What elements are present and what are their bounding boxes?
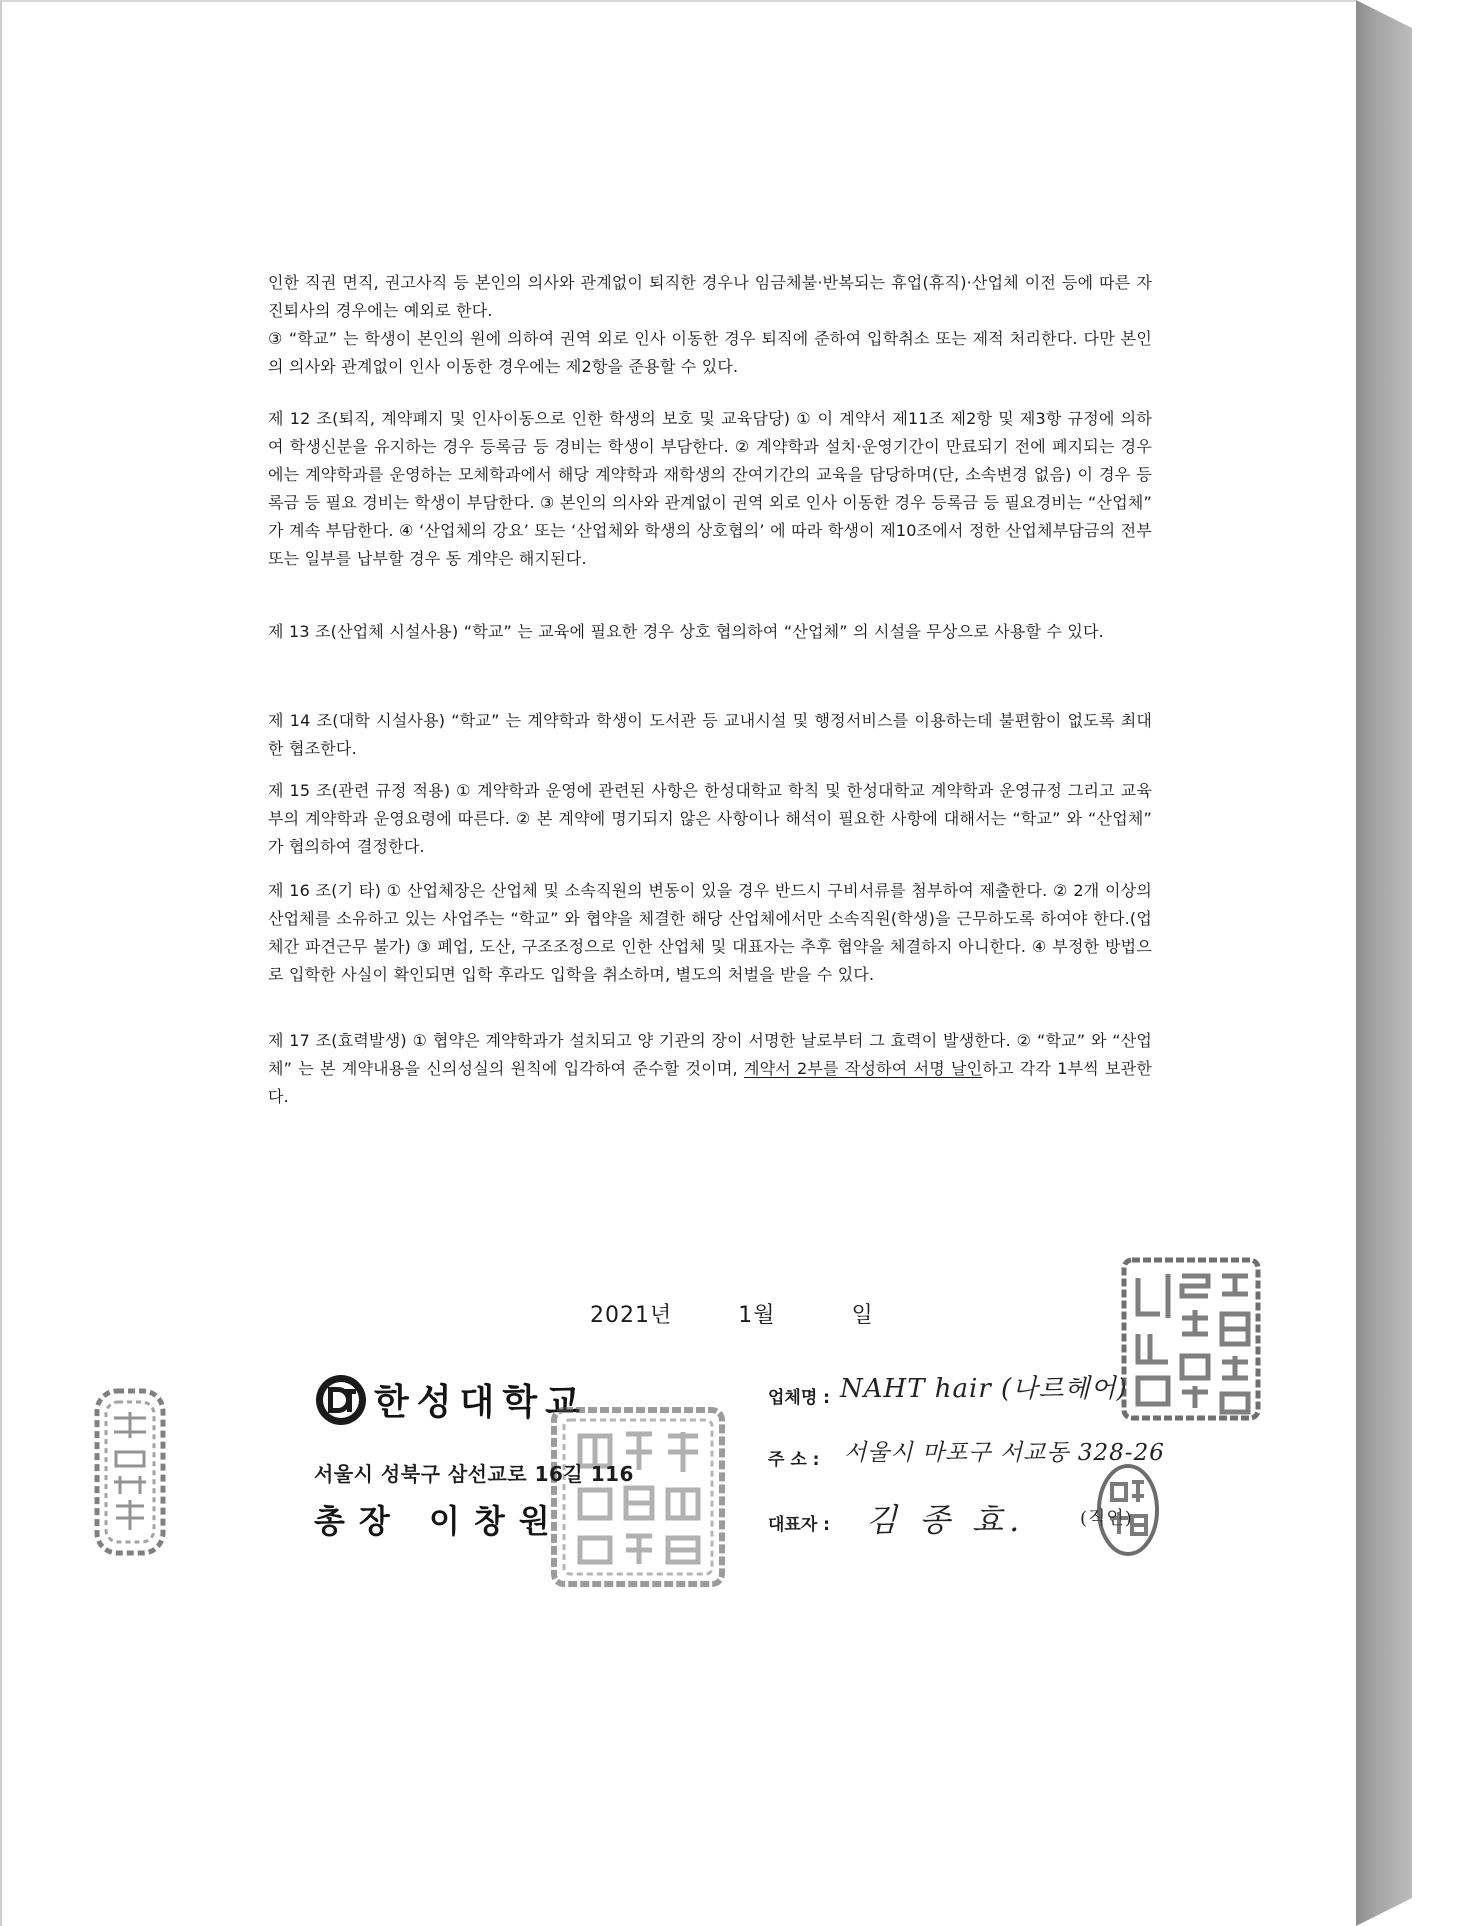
company-address-value: 서울시 마포구 서교동 328-26 — [844, 1440, 1165, 1466]
article-16-heading: 제 16 조(기 타) — [268, 881, 382, 900]
article-12-body: ① 이 계약서 제11조 제2항 및 제3항 규정에 의하여 학생신분을 유지하는 경우 등록금 등 경비는 학생이 부담한다. ② 계약학과 설치·운영기간이 만료되기 전에 폐지되는 경우에는 계약학과를 운영하는 모체학과에서 해당 계약학과 재학생의 잔여기간의 교육을 담당하며(단, 소속변경 없음) 이 경우 등록금 등 필요 경비는 학생이 부담한다. ③ 본인의 의사와 관계없이 권역 외로 인사 이동한 경우 등록금 등 필요경비는 “산업체” 가 계속 부담한다. ④ ‘산업체의 강요’ 또는 ‘산업체와 학생의 상호협의’ 에 따라 학생이 제10조에서 정한 산업체부담금의 전부 또는 일부를 납부할 경우 동 계약은 해지된다. — [268, 409, 1152, 568]
university-president: 총장 이창원 — [314, 1502, 564, 1540]
seal-label: (직인) — [1080, 1508, 1133, 1529]
date-year: 2021년 — [590, 1303, 673, 1328]
university-name: 한성대학교 — [374, 1382, 588, 1423]
article-14 — [268, 707, 1152, 763]
article-13 — [268, 618, 1152, 646]
representative-round-seal — [1096, 1462, 1160, 1558]
article-17-underlined: 계약서 2부를 작성하여 서명 날인 — [743, 1059, 983, 1078]
article-17 — [268, 1027, 1152, 1111]
article-17-body: ① 협약은 계약학과가 설치되고 양 기관의 장이 서명한 날로부터 그 효력이 발생한다. ② “학교” 와 “산업체” 는 본 계약내용을 신의성실의 원칙에 입각하여 준수할 것이며, — [268, 1031, 1153, 1078]
article-16-body: ① 산업체장은 산업체 및 소속직원의 변동이 있을 경우 반드시 구비서류를 첨부하여 제출한다. ② 2개 이상의 산업체를 소유하고 있는 사업주는 “학교” 와 협약을 체결한 해당 산업체에서만 소속직원(학생)을 근무하도록 하여야 한다.(업체간 파견근무 불가) ③ 폐업, 도산, 구조조정으로 인한 산업체 및 대표자는 추후 협약을 체결하지 아니한다. ④ 부정한 방법으로 입학한 사실이 확인되면 입학 후라도 입학을 취소하며, 별도의 처벌을 받을 수 있다. — [268, 881, 1152, 984]
company-name-label: 업체명 : — [768, 1388, 830, 1408]
article-12-heading: 제 12 조(퇴직, 계약폐지 및 인사이동으로 인한 학생의 보호 및 교육담당) — [268, 409, 791, 428]
article-17-heading: 제 17 조(효력발생) — [268, 1031, 407, 1050]
company-representative-label: 대표자 : — [768, 1515, 830, 1535]
article-11-line-1: 인한 직권 면직, 권고사직 등 본인의 의사와 관계없이 퇴직한 경우나 임금체불·반복되는 휴업(휴직)·산업체 이전 등에 따른 자진퇴사의 경우에는 예외로 한다. — [268, 273, 1152, 320]
left-official-seal — [94, 1388, 166, 1556]
article-13-body: “학교” 는 교육에 필요한 경우 상호 협의하여 “산업체” 의 시설을 무상으로 사용할 수 있다. — [463, 622, 1104, 641]
date-month: 1월 — [738, 1303, 776, 1328]
company-name-value: NAHT hair (나르헤어) — [840, 1374, 1128, 1404]
article-16 — [268, 877, 1152, 989]
company-seal — [1120, 1256, 1262, 1422]
representative-signature: 김 종 효. — [866, 1501, 1026, 1539]
company-address-label: 주 소 : — [768, 1450, 820, 1470]
signing-date — [590, 1298, 874, 1329]
page-background-right — [1412, 0, 1481, 1926]
university-address: 서울시 성북구 삼선교로 16길 116 — [314, 1462, 634, 1486]
article-11-line-2: ③ “학교” 는 학생이 본인의 원에 의하여 권역 외로 인사 이동한 경우 퇴직에 준하여 입학취소 또는 제적 처리한다. 다만 본인의 의사와 관계없이 인사 이동한 경우에는 제2항을 준용할 수 있다. — [268, 329, 1152, 376]
university-president-seal — [550, 1406, 726, 1588]
article-11-continuation — [268, 269, 1152, 381]
article-14-heading: 제 14 조(대학 시설사용) — [268, 711, 446, 730]
hansung-university-logo — [314, 1373, 368, 1427]
article-15-heading: 제 15 조(관련 규정 적용) — [268, 781, 451, 800]
article-14-body: “학교” 는 계약학과 학생이 도서관 등 교내시설 및 행정서비스를 이용하는데 불편함이 없도록 최대한 협조한다. — [268, 711, 1153, 758]
page-edge-shading — [1356, 0, 1412, 1926]
article-17-tail: 하고 각각 1부씩 보관한다. — [268, 1059, 1152, 1106]
article-13-heading: 제 13 조(산업체 시설사용) — [268, 622, 459, 641]
date-day: 일 — [851, 1303, 874, 1328]
article-15 — [268, 777, 1152, 861]
article-15-body: ① 계약학과 운영에 관련된 사항은 한성대학교 학칙 및 한성대학교 계약학과 운영규정 그리고 교육부의 계약학과 운영요령에 따른다. ② 본 계약에 명기되지 않은 사항이나 해석이 필요한 사항에 대해서는 “학교” 와 “산업체” 가 협의하여 결정한다. — [268, 781, 1152, 856]
article-12 — [268, 405, 1152, 573]
